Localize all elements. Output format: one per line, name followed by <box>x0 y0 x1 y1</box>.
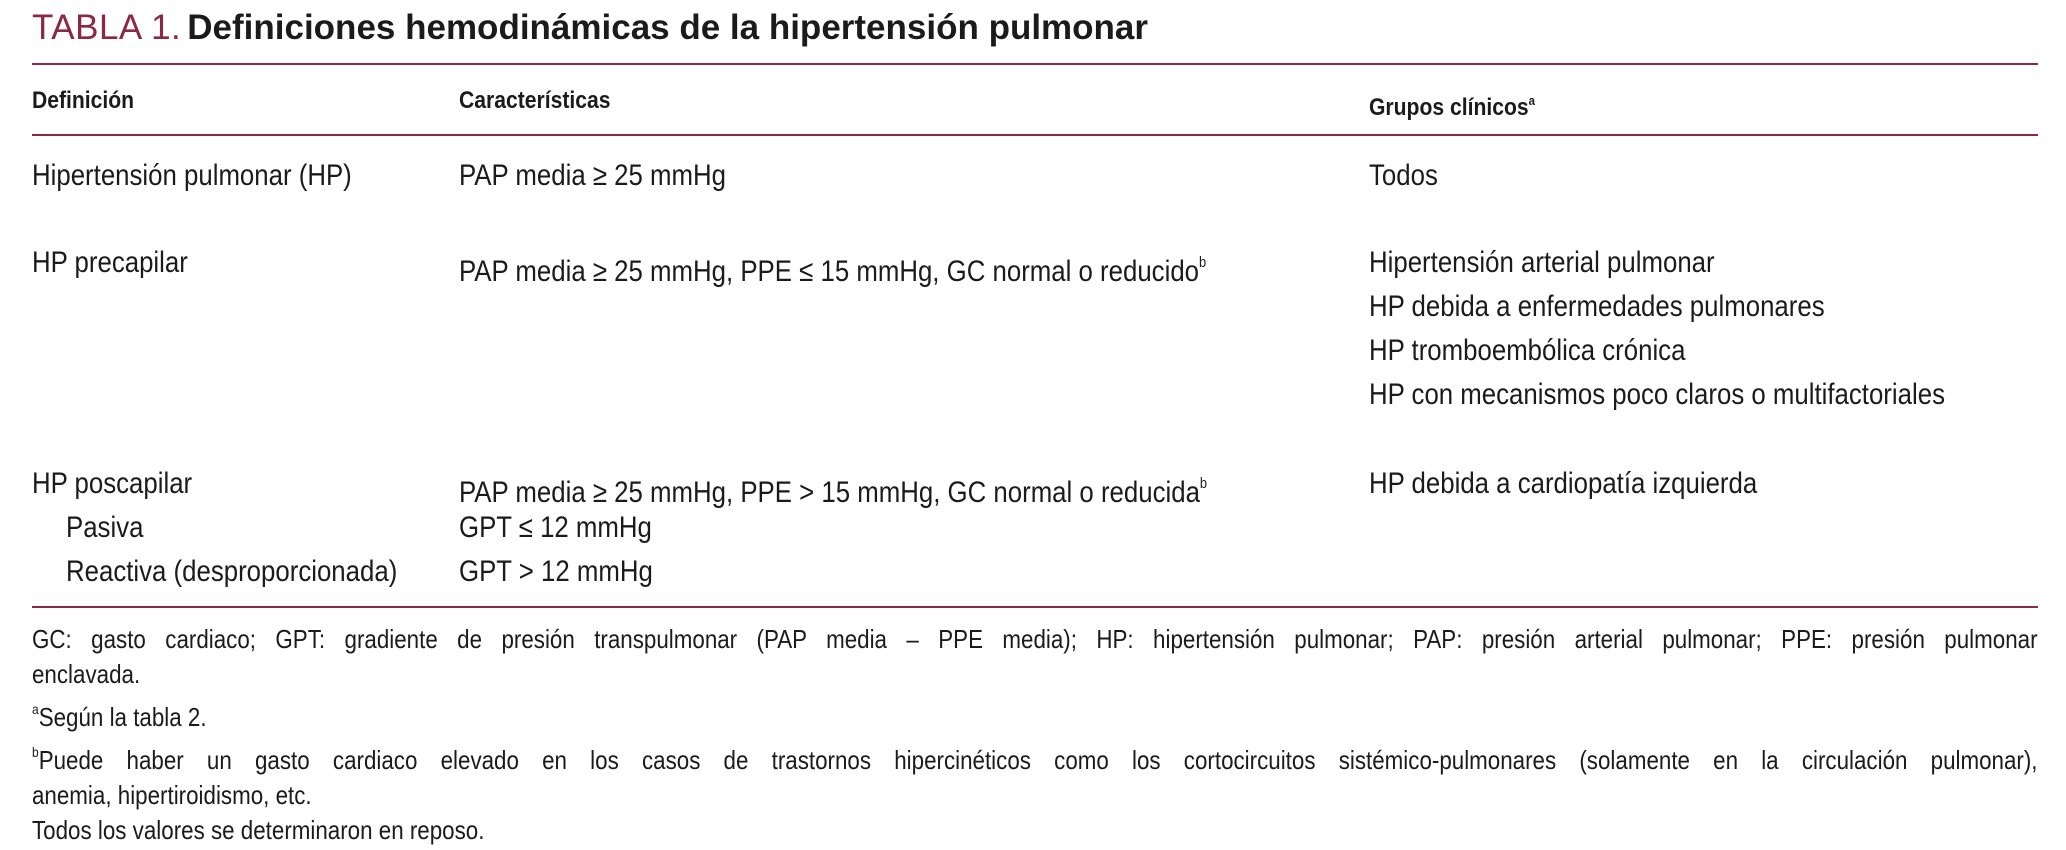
header-rule <box>32 134 2038 136</box>
column-header-grupos <box>1369 86 1535 123</box>
footnote-abbreviations-line2: enclavada. <box>32 659 141 689</box>
footnote-mark-b: b <box>1199 475 1208 492</box>
row2-grupo-1: Hipertensión arterial pulmonar <box>1369 246 1715 279</box>
table-number: TABLA 1. <box>32 8 182 47</box>
footnote-abbreviations <box>32 622 2038 657</box>
footnote-mark-a: a <box>1528 93 1535 108</box>
row3-definicion-reactiva: Reactiva (desproporcionada) <box>66 555 398 588</box>
row1-grupos: Todos <box>1369 159 1438 192</box>
row2-grupo-4: HP con mecanismos poco claros o multifactoriales <box>1369 378 1945 411</box>
row2-definicion: HP precapilar <box>32 246 188 279</box>
row3-caracteristicas-pasiva: GPT ≤ 12 mmHg <box>459 511 652 544</box>
footnote-rest-values: Todos los valores se determinaron en reposo. <box>32 815 485 845</box>
footnote-b-line1 <box>32 735 2038 778</box>
row1-definicion: Hipertensión pulmonar (HP) <box>32 159 352 192</box>
row2-grupo-2: HP debida a enfermedades pulmonares <box>1369 290 1825 323</box>
row3-caracteristicas-text: PAP media ≥ 25 mmHg, PPE > 15 mmHg, GC normal o reducida <box>459 476 1200 509</box>
footnote-abbreviations-line1: GC: gasto cardiaco; GPT: gradiente de presión transpulmonar (PAP media – PPE media); HP: hipertensión pulmonar; PAP: presión arterial pulmonar; PPE: presión pulmonar <box>32 624 2038 654</box>
row3-definicion-pasiva: Pasiva <box>66 511 144 544</box>
footnote-b <box>32 735 2038 778</box>
footnote-a-mark: a <box>32 701 39 717</box>
table-caption: Definiciones hemodinámicas de la hipertensión pulmonar <box>187 8 1149 47</box>
table-title <box>32 6 1148 50</box>
bottom-rule <box>32 606 2038 608</box>
column-header-grupos-label: Grupos clínicos <box>1369 94 1529 121</box>
top-rule <box>32 63 2038 65</box>
row3-definicion: HP poscapilar <box>32 467 193 500</box>
table-footnotes <box>32 622 2038 848</box>
row3-caracteristicas-reactiva: GPT > 12 mmHg <box>459 555 653 588</box>
column-header-definicion: Definición <box>32 87 135 114</box>
row2-grupo-3: HP tromboembólica crónica <box>1369 334 1686 367</box>
footnote-a <box>32 692 1757 735</box>
footnote-b-text: Puede haber un gasto cardiaco elevado en los casos de trastornos hipercinéticos como los cortocircuitos sistémico-pulmonares (solamente en la circulación pulmonar), <box>38 745 2038 775</box>
row2-caracteristicas-text: PAP media ≥ 25 mmHg, PPE ≤ 15 mmHg, GC normal o reducido <box>459 255 1200 288</box>
column-header-caracteristicas: Características <box>459 87 611 114</box>
footnote-a-text: Según la tabla 2. <box>38 702 207 732</box>
row3-grupos: HP debida a cardiopatía izquierda <box>1369 467 1758 500</box>
footnote-b-mark: b <box>32 744 39 760</box>
row1-caracteristicas: PAP media ≥ 25 mmHg <box>459 159 727 192</box>
row2-caracteristicas <box>459 241 1206 294</box>
footnote-b-line2: anemia, hipertiroidismo, etc. <box>32 780 312 810</box>
footnote-mark-b: b <box>1199 254 1207 271</box>
